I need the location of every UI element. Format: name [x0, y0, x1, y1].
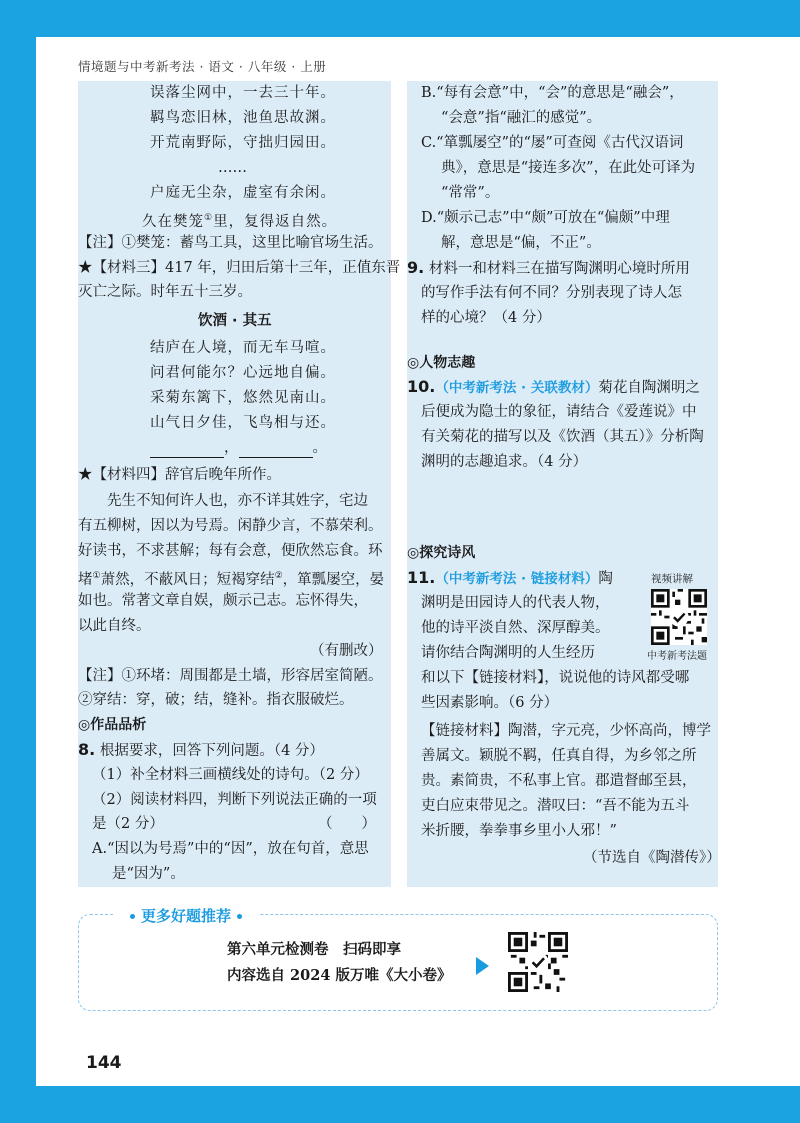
question-text: 后便成为隐士的象征，请结合《爱莲说》中: [421, 404, 697, 420]
poem-text: 久在樊笼: [142, 213, 204, 230]
question-text: 有关菊花的描写以及《饮酒（其五）》分析陶: [421, 429, 704, 445]
note: 【注】①环堵：周围都是土墙，形容居室简陋。: [78, 668, 383, 684]
promo-title-text: 更多好题推荐: [141, 907, 232, 925]
question-9: [407, 258, 690, 279]
ellipsis: ……: [218, 160, 247, 176]
poem-line: 户庭无尘杂，虚室有余闲。: [150, 185, 336, 201]
option-c: C.“箪瓢屡空”的“屡”可查阅《古代汉语词: [421, 135, 684, 151]
running-header: 情境题与中考新考法 · 语文 · 八年级 · 上册: [78, 59, 327, 74]
question-text: 请你结合陶渊明的人生经历: [421, 645, 595, 661]
page: [36, 37, 800, 1086]
question-text: 和以下【链接材料】，说说他的诗风都受哪: [421, 670, 690, 686]
qr-code-icon: [651, 589, 707, 645]
promo-line: 内容选自 2024 版万唯《大小卷》: [227, 967, 452, 984]
poem-text: 里，复得返自然。: [213, 213, 338, 230]
question-text: 样的心境？（4 分）: [421, 310, 551, 326]
right-column: [407, 81, 721, 887]
promo-line: 第六单元检测卷 扫码即享: [227, 942, 401, 958]
prose-text: ，箪瓢屡空，晏: [282, 571, 385, 588]
link-material: 善属文。颖脱不羁，任真自得，为乡邻之所: [421, 748, 697, 764]
link-material: 米折腰，拳拳事乡里小人邪！”: [421, 823, 617, 839]
section-title: ◎探究诗风: [407, 545, 476, 561]
poem-line: 问君何能尔？心远地自偏。: [150, 365, 336, 381]
poem-line: 采菊东篱下，悠然见南山。: [150, 390, 336, 406]
qr-label-bottom: 中考新考法题: [647, 651, 707, 662]
question-text: 材料一和材料三在描写陶渊明心境时所用: [428, 261, 690, 277]
video-qr-code[interactable]: [651, 589, 707, 645]
prose-line: 以此自终。: [78, 618, 151, 634]
section-title: ◎人物志趣: [407, 355, 476, 371]
left-column: [78, 81, 401, 887]
option-a: 是“因为”。: [112, 866, 185, 882]
material-three-head: ★【材料三】417 年，归田后第十三年，正值东晋: [78, 260, 401, 276]
question-text: 渊明是田园诗人的代表人物，: [421, 595, 610, 611]
question-number: 11.: [407, 568, 436, 587]
qr-label-top: 视频讲解: [651, 573, 693, 585]
poem-line: 误落尘网中，一去三十年。: [150, 85, 336, 101]
option-d: 解，意思是“偏，不正”。: [441, 235, 601, 251]
prose-line: 好读书，不求甚解；每有会意，便欣然忘食。环: [78, 543, 383, 559]
sub-question: 是（2 分）: [92, 816, 164, 832]
punct: ，: [224, 440, 239, 456]
poem-line: 开荒南野际，守拙归园田。: [150, 135, 336, 151]
question-10: [407, 377, 700, 398]
prose-line: 有五柳树，因以为号焉。闲静少言，不慕荣利。: [78, 518, 383, 534]
footnote-mark: ①: [204, 213, 214, 223]
poem-line: 山气日夕佳，飞鸟相与还。: [150, 415, 336, 431]
poem-title: 饮酒 · 其五: [198, 313, 272, 329]
fill-blank-line[interactable]: [150, 438, 327, 458]
poem-line: 结庐在人境，而无车马喧。: [150, 340, 336, 356]
question-text: 的写作手法有何不同？分别表现了诗人怎: [421, 285, 682, 301]
arrow-right-icon: [476, 957, 489, 975]
qr-code-icon: [508, 932, 568, 992]
promo-qr-code[interactable]: [508, 932, 568, 992]
abridged-note: （有删改）: [310, 643, 383, 659]
option-b: B.“每有会意”中，“会”的意思是“融会”，: [421, 85, 684, 101]
option-b: “会意”指“融汇的感觉”。: [441, 110, 602, 126]
question-text: 菊花自陶渊明之: [598, 380, 700, 396]
note: 【注】①樊笼：蓄鸟工具，这里比喻官场生活。: [78, 235, 383, 251]
section-title: ◎作品品析: [78, 717, 147, 733]
question-text: 根据要求，回答下列问题。（4 分）: [99, 743, 324, 759]
footnote-mark: ②: [274, 571, 283, 581]
question-number: 8.: [78, 740, 96, 759]
question-text: 渊明的志趣追求。（4 分）: [421, 454, 588, 470]
dot-icon: [237, 914, 242, 919]
question-text: 些因素影响。（6 分）: [421, 695, 559, 711]
question-tag: （中考新考法 · 关联教材）: [435, 380, 599, 396]
option-c: 典》，意思是“接连多次”，在此处可译为: [441, 160, 696, 176]
link-material: 【链接材料】陶潜，字元亮，少怀高尚，博学: [421, 723, 711, 739]
dot-icon: [130, 914, 135, 919]
material-four-head: ★【材料四】辞官后晚年所作。: [78, 467, 281, 483]
prose-line: [78, 566, 384, 590]
link-material: 吏白应束带见之。潜叹曰：“吾不能为五斗: [421, 798, 690, 814]
question-8: [78, 740, 324, 761]
promo-box: [78, 914, 718, 1011]
sub-question: （2）阅读材料四，判断下列说法正确的一项: [92, 792, 377, 808]
blank[interactable]: [239, 443, 313, 458]
prose-text: 堵: [78, 571, 93, 588]
prose-line: 先生不知何许人也，亦不详其姓字，宅边: [107, 493, 368, 509]
poem-line: 羁鸟恋旧林，池鱼思故渊。: [150, 110, 336, 126]
question-11: [407, 568, 613, 589]
link-material: 贵。素简贵，不私事上官。郡遣督邮至县，: [421, 773, 697, 789]
page-number: 144: [86, 1053, 122, 1073]
poem-line: [142, 208, 337, 232]
promo-title: [114, 905, 258, 926]
option-a: A.“因以为号焉”中的“因”，放在句首，意思: [92, 841, 369, 857]
question-number: 9.: [407, 258, 425, 277]
question-text: 他的诗平淡自然、深厚醇美。: [421, 620, 610, 636]
question-number: 10.: [407, 377, 436, 396]
question-tag: （中考新考法 · 链接材料）: [435, 571, 599, 587]
option-d: D.“颇示己志”中“颇”可放在“偏颇”中理: [421, 210, 670, 226]
note: ②穿结：穿，破；结，缝补。指衣服破烂。: [78, 692, 354, 708]
blank[interactable]: [150, 443, 224, 458]
source-note: （节选自《陶潜传》）: [583, 850, 721, 866]
sub-question: （1）补全材料三画横线处的诗句。（2 分）: [92, 767, 369, 783]
material-three-text: 灭亡之际。时年五十三岁。: [78, 284, 252, 300]
punct: 。: [312, 440, 327, 456]
option-c: “常常”。: [441, 185, 500, 201]
footnote-mark: ①: [92, 571, 101, 581]
prose-line: 如也。常著文章自娱，颇示己志。忘怀得失，: [78, 593, 368, 609]
question-text: 陶: [598, 571, 613, 587]
prose-text: 萧然，不蔽风日；短褐穿结: [100, 571, 275, 588]
answer-paren[interactable]: （ ）: [318, 816, 376, 832]
